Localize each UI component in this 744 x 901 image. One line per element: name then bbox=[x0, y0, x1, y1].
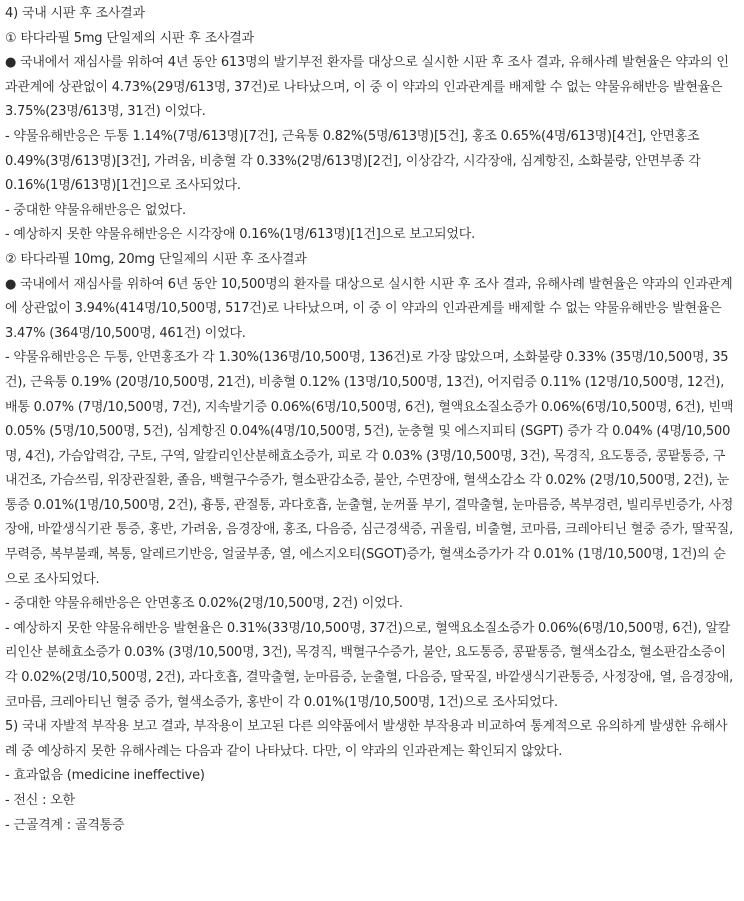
subsection-10-20mg-heading: ② 타다라필 10mg, 20mg 단일제의 시판 후 조사결과 bbox=[5, 251, 307, 267]
list-item-musculoskeletal: - 근골격계 : 골격통증 bbox=[5, 817, 125, 833]
list-item-ineffective: - 효과없음 (medicine ineffective) bbox=[5, 768, 205, 784]
paragraph-10-20mg-unexpected: - 예상하지 못한 약물유해반응 발현율은 0.31%(33명/10,500명, 37건)으로, 혈액요소질소증가 0.06%(6명/10,500명, 6건), 알칼리인산 분해효소증가 0.03% (3명/10,500명, 3건), 목경직, 백혈구수증가, 불안, 요도통증, 콩팥통증, 혈색소감소, 혈소판감소증이 각 0.02%(2명/10,500명, 2건), 과다호흡, 결막출혈, 눈마름증, 눈출혈, 다음증, 딸꾹질, 바깥생식기관통증, 사정장애, 열, 음경장애, 코마름, 크레아티닌 혈중 증가, 혈색소증가, 홍반이 각 0.01%(1명/10,500명, 1건)으로 조사되었다. bbox=[5, 620, 734, 710]
paragraph-10-20mg-adverse-reactions: - 약물유해반응은 두통, 안면홍조가 각 1.30%(136명/10,500명, 136건)로 가장 많았으며, 소화불량 0.33% (35명/10,500명, 35건), 근육통 0.19% (20명/10,500명, 21건), 비충혈 0.12% (13명/10,500명, 13건), 어지럼증 0.11% (12명/10,500명, 12건), 배통 0.07% (7명/10,500명, 7건), 지속발기증 0.06%(6명/10,500명, 6건), 혈액요소질소증가 0.06%(6명/10,500명, 6건), 빈맥 0.05% (5명/10,500명, 5건), 심계항진 0.04%(4명/10,500명, 5건), 눈충혈 및 에스지피티 (SGPT) 증가 각 0.04% (4명/10,500명, 4건), 가슴압력감, 구토, 구역, 알칼리인산분해효소증가, 피로 각 0.03% (3명/10,500명, 3건), 목경직, 요도통증, 콩팥통증, 구내건조, 가슴쓰림, 위장관질환, 졸음, 백혈구수증가, 혈소판감소증, 불안, 수면장애, 혈색소감소 각 0.02% (2명/10,500명, 2건), 눈통증 0.01%(1명/10,500명, 2건), 흉통, 관절통, 과다호흡, 눈출혈, 눈꺼풀 부기, 결막출혈, 눈마름증, 복부경련, 빌리루빈증가, 사정장애, 바깥생식기관 통증, 홍반, 가려움, 음경장애, 홍조, 다음증, 심근경색증, 귀울림, 비출혈, 코마름, 크레아티닌 혈중 증가, 딸꾹질, 무력증, 복부불쾌, 복통, 알레르기반응, 얼굴부종, 열, 에스지오티(SGOT)증가, 혈색소증가가 각 0.01% (1명/10,500명, 1건)의 순으로 조사되었다. bbox=[5, 350, 734, 587]
paragraph-5mg-summary: ● 국내에서 재심사를 위하여 4년 동안 613명의 발기부전 환자를 대상으로 실시한 시판 후 조사 결과, 유해사례 발현율은 약과의 인과관계에 상관없이 4.73%(29명/613명, 37건)로 나타났으며, 이 중 이 약과의 인과관계를 배제할 수 없는 약물유해반응 발현율은 3.75%(23명/613명, 31건) 이었다. bbox=[5, 55, 729, 120]
section-5-paragraph: 5) 국내 자발적 부작용 보고 결과, 부작용이 보고된 다른 의약품에서 발생한 부작용과 비교하여 통계적으로 유의하게 발생한 유해사례 중 예상하지 못한 유해사례는 다음과 같이 나타났다. 다만, 이 약과의 인과관계는 확인되지 않았다. bbox=[5, 719, 728, 759]
paragraph-5mg-adverse-reactions: - 약물유해반응은 두통 1.14%(7명/613명)[7건], 근육통 0.82%(5명/613명)[5건], 홍조 0.65%(4명/613명)[4건], 안면홍조 0.49%(3명/613명)[3건], 가려움, 비충혈 각 0.33%(2명/613명)[2건], 이상감각, 시각장애, 심계항진, 소화불량, 안면부종 각 0.16%(1명/613명)[1건]으로 조사되었다. bbox=[5, 128, 701, 194]
section-4-heading: 4) 국내 시판 후 조사결과 bbox=[5, 6, 145, 21]
paragraph-5mg-serious: - 중대한 약물유해반응은 없었다. bbox=[5, 202, 186, 218]
paragraph-5mg-unexpected: - 예상하지 못한 약물유해반응은 시각장애 0.16%(1명/613명)[1건]으로 보고되었다. bbox=[5, 227, 476, 243]
paragraph-10-20mg-serious: - 중대한 약물유해반응은 안면홍조 0.02%(2명/10,500명, 2건) 이었다. bbox=[5, 596, 403, 612]
list-item-systemic: - 전신 : 오한 bbox=[5, 793, 75, 808]
subsection-5mg-heading: ① 타다라필 5mg 단일제의 시판 후 조사결과 bbox=[5, 30, 255, 46]
paragraph-10-20mg-summary: ● 국내에서 재심사를 위하여 6년 동안 10,500명의 환자를 대상으로 실시한 시판 후 조사 결과, 유해사례 발현율은 약과의 인과관계에 상관없이 3.94%(414명/10,500명, 517건)로 나타났으며, 이 중 이 약과의 인과관계를 배제할 수 없는 약물유해반응 발현율은 3.47% (364명/10,500명, 461건) 이었다. bbox=[5, 276, 733, 341]
